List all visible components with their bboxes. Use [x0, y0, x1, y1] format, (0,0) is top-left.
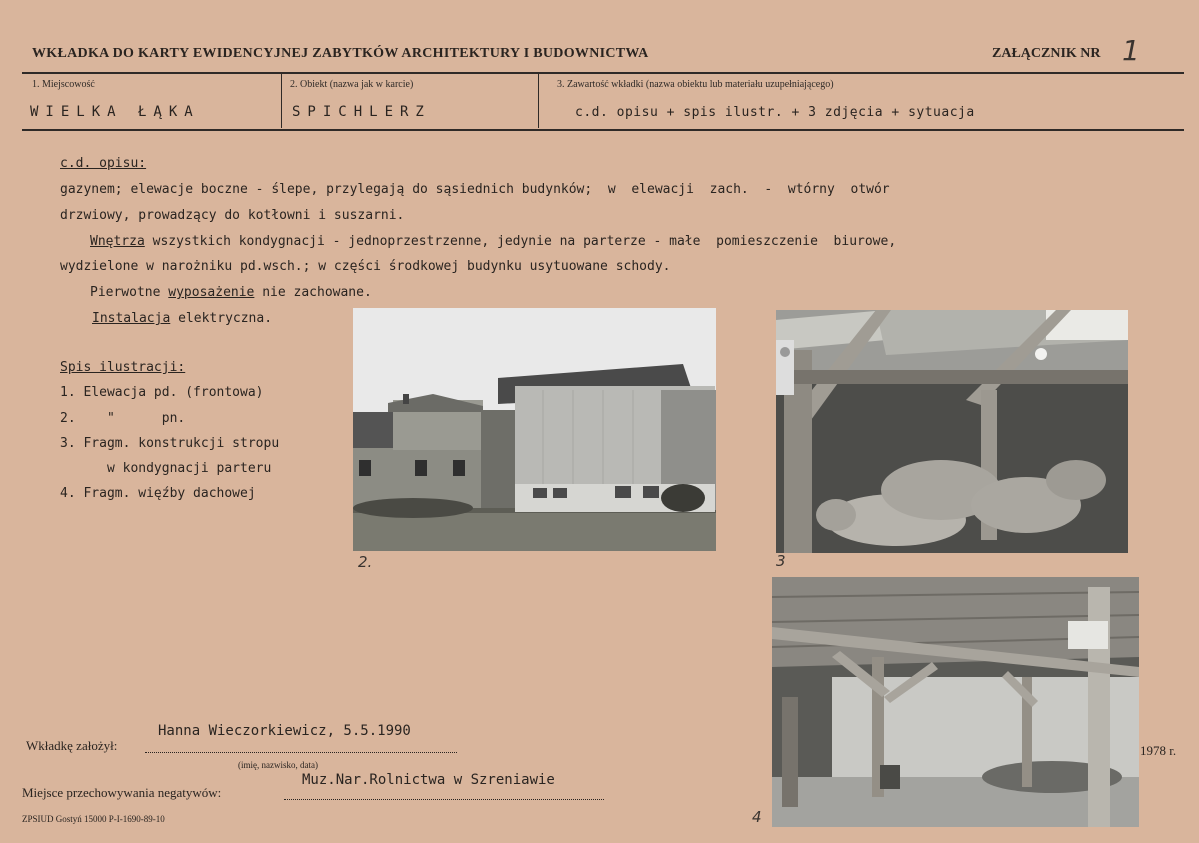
photo-granary-exterior	[353, 308, 716, 551]
card-title: WKŁADKA DO KARTY EWIDENCYJNEJ ZABYTKÓW ARCHITEKTURY I BUDOWNICTWA	[32, 46, 649, 61]
installation-term: Instalacja	[92, 311, 171, 326]
description-line-5-a: Pierwotne	[90, 285, 169, 300]
interiors-term: Wnętrza	[90, 234, 145, 249]
object-value: SPICHLERZ	[292, 104, 431, 120]
description-line-6	[92, 311, 272, 326]
field-divider-1	[281, 74, 282, 128]
photo-ground-floor-structure	[776, 310, 1128, 553]
printer-info: ZPSIUD Gostyń 15000 P-I-1690-89-10	[22, 814, 165, 824]
illustration-item: 1. Elewacja pd. (frontowa)	[60, 385, 264, 400]
photo-number-2: 2.	[358, 553, 373, 571]
description-heading: c.d. opisu:	[60, 156, 147, 171]
storage-value: Muz.Nar.Rolnictwa w Szreniawie	[302, 772, 555, 788]
photo-roof-truss	[772, 577, 1139, 827]
place-value: WIELKA ŁĄKA	[30, 104, 200, 120]
storage-dotted-line	[284, 799, 604, 800]
illustration-item: 2. " pn.	[60, 411, 186, 426]
annex-number: 1	[1122, 34, 1140, 67]
description-line-2: drzwiowy, prowadzący do kotłowni i suszarni.	[60, 208, 405, 223]
field-divider-2	[538, 74, 539, 128]
annex-label: ZAŁĄCZNIK NR	[992, 46, 1101, 61]
object-label: 2. Obiekt (nazwa jak w karcie)	[290, 79, 414, 90]
description-line-6-b: elektryczna.	[170, 311, 273, 326]
photo-number-3: 3	[776, 552, 786, 570]
description-line-3-rest: wszystkich kondygnacji - jednoprzestrzenne, jedynie na parterze - małe pomieszczenie biurowe,	[144, 234, 897, 249]
place-label: 1. Miejscowość	[32, 79, 95, 90]
content-label: 3. Zawartość wkładki (nazwa obiektu lub materiału uzupełniającego)	[557, 79, 834, 90]
description-line-5-b: nie zachowane.	[254, 285, 372, 300]
description-line-5	[90, 285, 372, 300]
year-text: 1978 r.	[1140, 743, 1177, 758]
photo-number-4: 4	[752, 808, 762, 826]
illustrations-heading: Spis ilustracji:	[60, 360, 186, 375]
equipment-term: wyposażenie	[168, 285, 255, 300]
content-value: c.d. opisu + spis ilustr. + 3 zdjęcia + sytuacja	[575, 105, 975, 120]
description-line-3	[90, 234, 896, 249]
illustration-item: w kondygnacji parteru	[60, 461, 272, 476]
fields-rule	[22, 129, 1184, 131]
illustration-item: 4. Fragm. więźby dachowej	[60, 486, 256, 501]
description-line-1: gazynem; elewacje boczne - ślepe, przylegają do sąsiednich budynków; w elewacji zach. - wtórny otwór	[60, 182, 890, 197]
author-value: Hanna Wieczorkiewicz, 5.5.1990	[158, 723, 411, 739]
description-line-4: wydzielone w narożniku pd.wsch.; w części środkowej budynku usytuowane schody.	[60, 259, 671, 274]
author-hint: (imię, nazwisko, data)	[238, 760, 318, 770]
storage-label: Miejsce przechowywania negatywów:	[22, 785, 222, 800]
illustration-item: 3. Fragm. konstrukcji stropu	[60, 436, 280, 451]
header-rule	[22, 72, 1184, 74]
author-label: Wkładkę założył:	[26, 738, 118, 753]
author-dotted-line	[145, 752, 457, 753]
